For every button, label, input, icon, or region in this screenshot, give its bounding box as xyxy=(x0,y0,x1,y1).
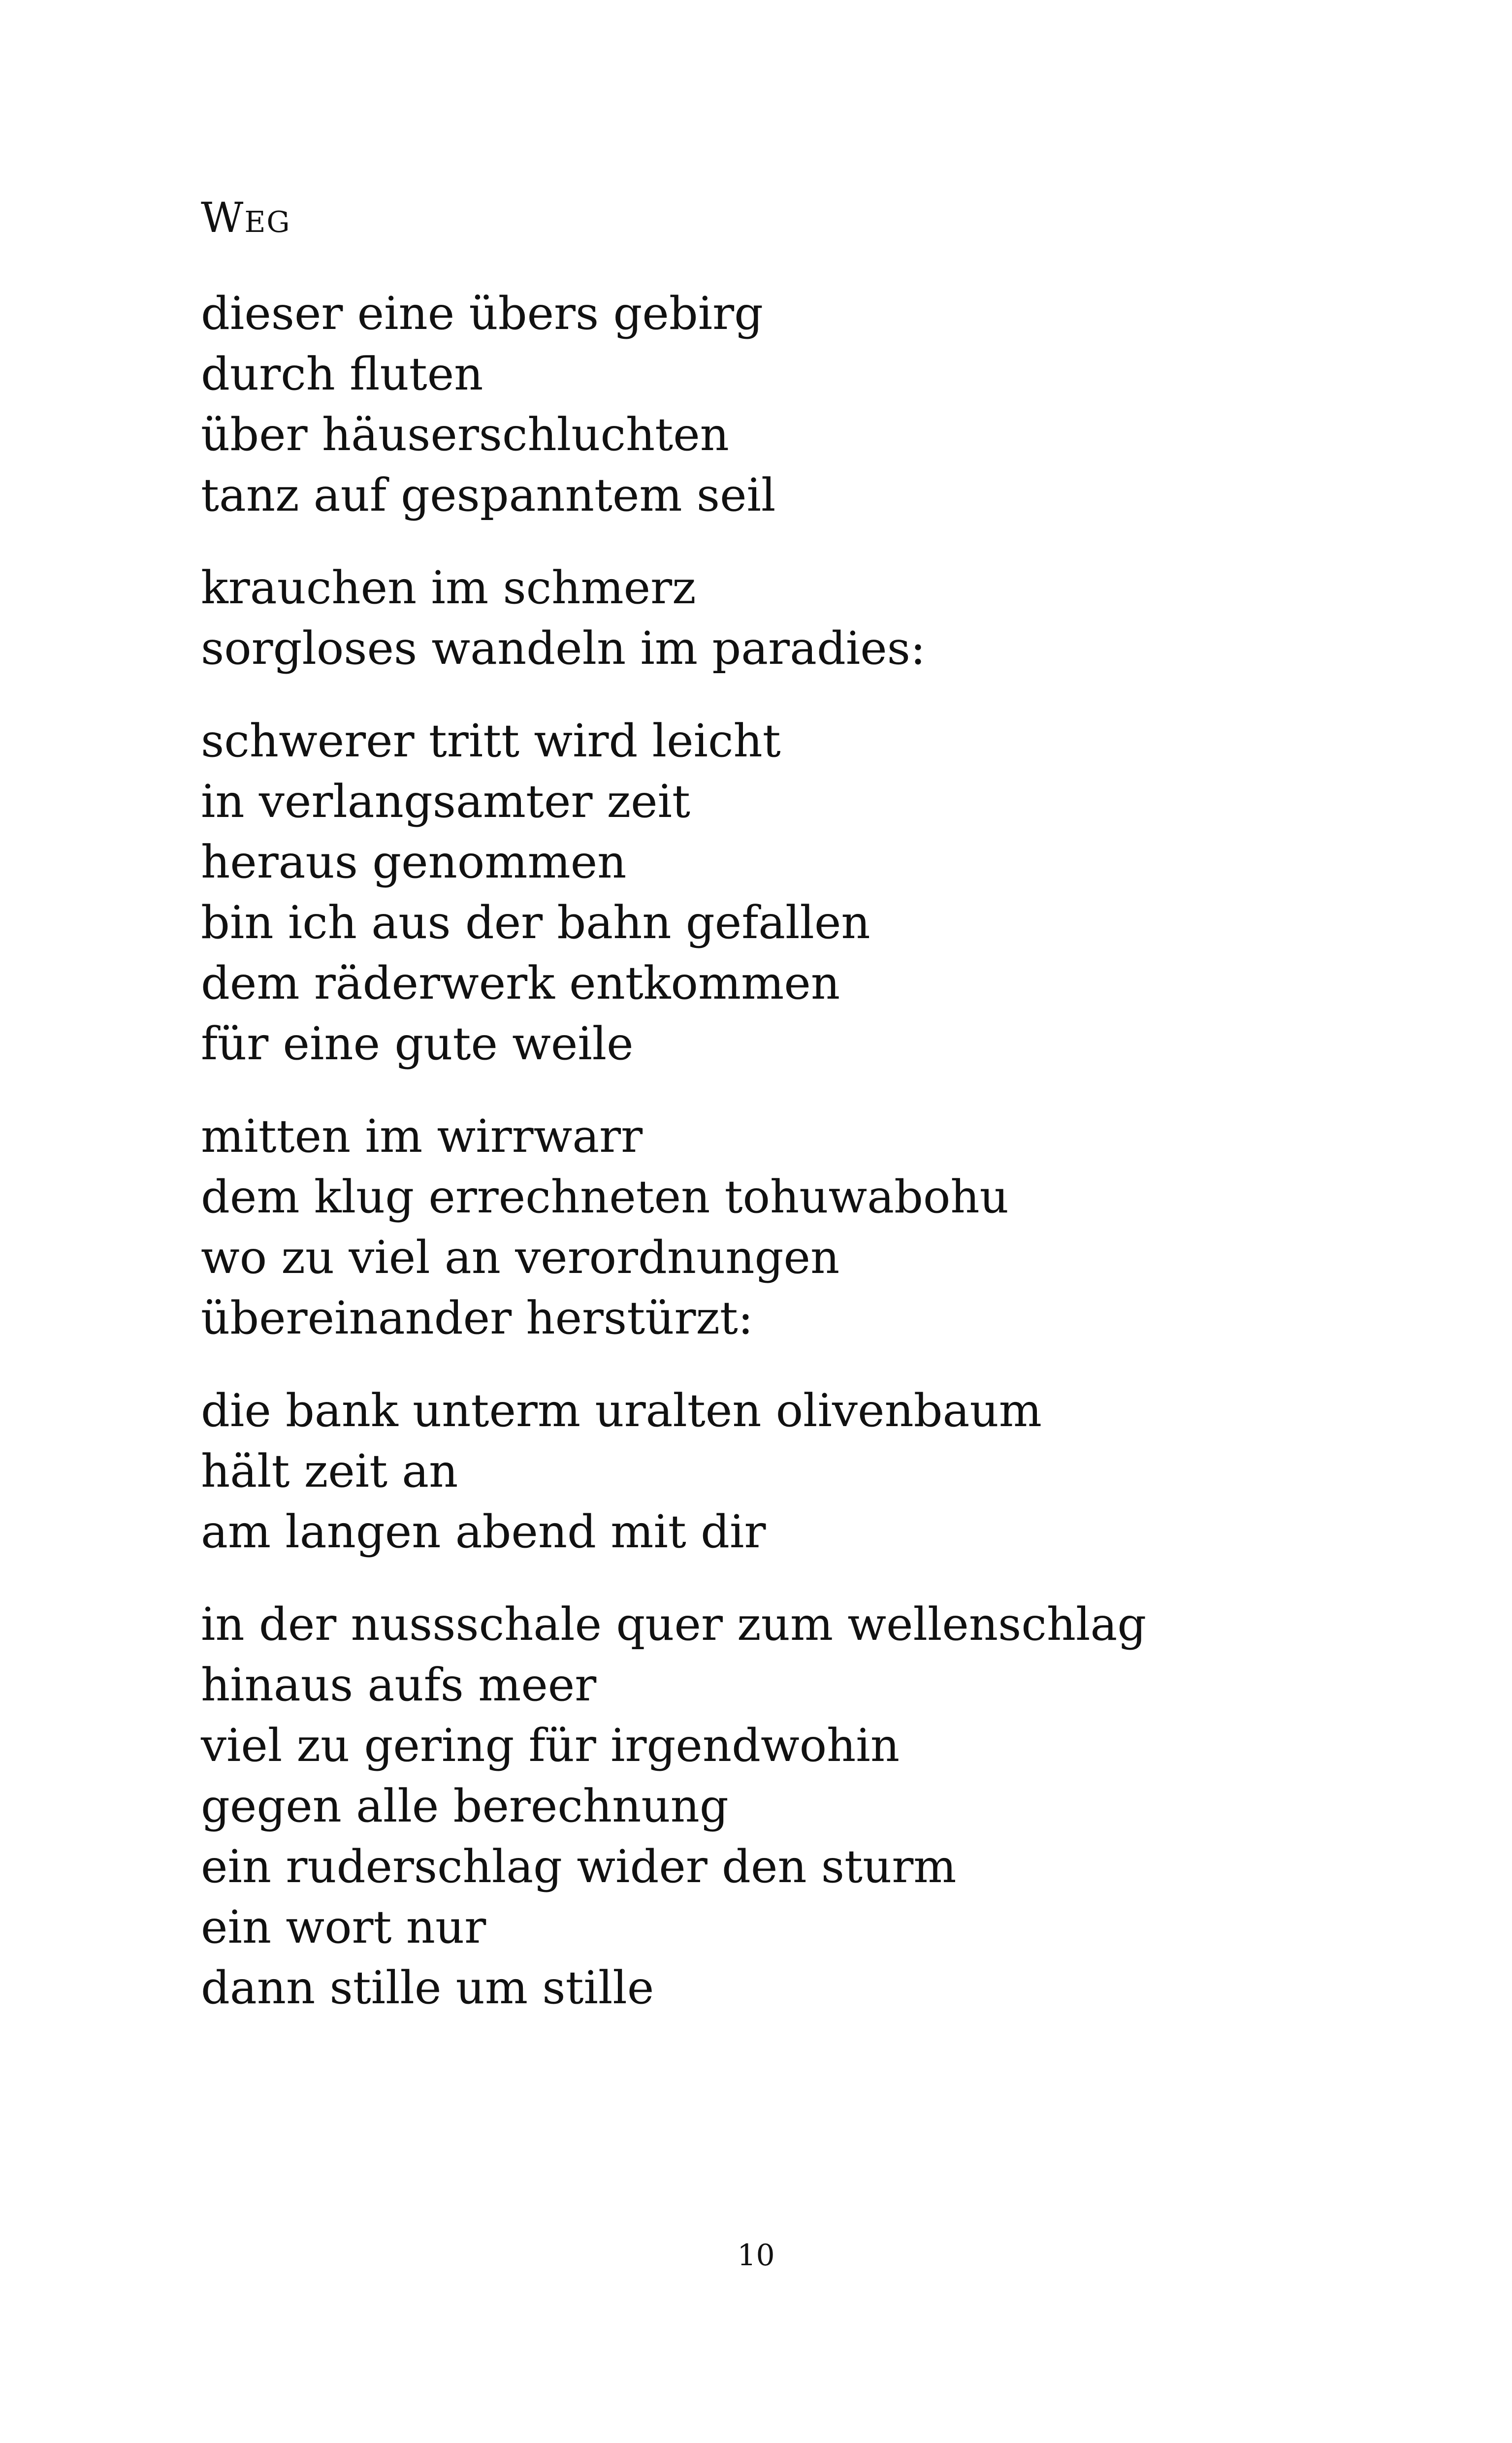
poem-line: für eine gute weile xyxy=(201,1017,634,1070)
poem-line: krauchen im schmerz xyxy=(201,561,696,614)
poem-line: heraus genommen xyxy=(201,836,627,888)
poem-line: wo zu viel an verordnungen xyxy=(201,1231,840,1284)
poem-line: viel zu gering für irgendwohin xyxy=(201,1719,900,1772)
poem-line: in der nussschale quer zum wellenschlag xyxy=(201,1598,1147,1651)
poem-line: ein wort nur xyxy=(201,1901,486,1954)
poem-line: bin ich aus der bahn gefallen xyxy=(201,896,870,949)
poem-line: dann stille um stille xyxy=(201,1961,654,2014)
poem-line: tanz auf gespanntem seil xyxy=(201,469,776,521)
poem-line: durch fluten xyxy=(201,348,483,400)
poem-line: hinaus aufs meer xyxy=(201,1659,597,1711)
poem-line: dieser eine übers gebirg xyxy=(201,287,764,340)
poem-line: mitten im wirrwarr xyxy=(201,1110,643,1163)
poem-body xyxy=(201,283,1383,2050)
poem-title: Weg xyxy=(201,194,291,242)
stanza-4 xyxy=(201,1106,1383,1348)
poem-line: übereinander herstürzt: xyxy=(201,1292,753,1344)
stanza-5 xyxy=(201,1380,1383,1562)
poem-line: ein ruderschlag wider den sturm xyxy=(201,1840,957,1893)
poem-line: am langen abend mit dir xyxy=(201,1505,766,1558)
poem-line: über häuserschluchten xyxy=(201,408,729,461)
poem-line: dem räderwerk entkommen xyxy=(201,957,840,1010)
poem-line: dem klug errechneten tohuwabohu xyxy=(201,1171,1009,1223)
poem-line: gegen alle berechnung xyxy=(201,1780,729,1832)
poem-line: hält zeit an xyxy=(201,1445,458,1498)
poem-line: schwerer tritt wird leicht xyxy=(201,715,781,767)
page-number: 10 xyxy=(737,2238,775,2273)
stanza-3 xyxy=(201,711,1383,1074)
stanza-1 xyxy=(201,283,1383,525)
stanza-6 xyxy=(201,1594,1383,2018)
stanza-2 xyxy=(201,557,1383,679)
poem-line: in verlangsamter zeit xyxy=(201,775,690,828)
poem-line: die bank unterm uralten olivenbaum xyxy=(201,1384,1042,1437)
poem-line: sorgloses wandeln im paradies: xyxy=(201,622,926,675)
